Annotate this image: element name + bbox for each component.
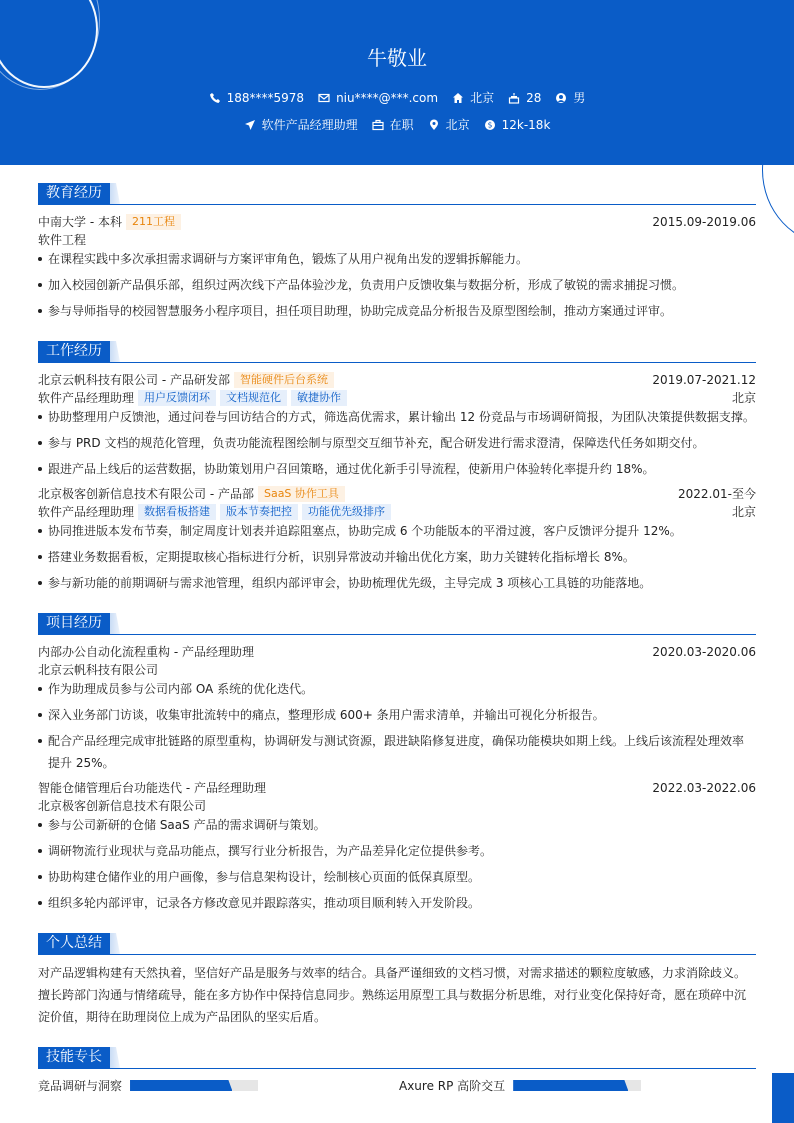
list-item: 协助整理用户反馈池，通过问卷与回访结合的方式，筛选高优需求，累计输出 12 份竞品与市场调研简报，为团队决策提供数据支撑。 xyxy=(38,407,756,428)
resume-header xyxy=(0,0,794,165)
list-item: 配合产品经理完成审批链路的原型重构，协调研发与测试资源，跟进缺陷修复进度，确保功能模块如期上线。上线后该流程处理效率 xyxy=(38,731,756,752)
work-entry-header xyxy=(38,485,756,503)
project-company: 北京极客创新信息技术有限公司 xyxy=(38,799,207,813)
project-title: 智能仓储管理后台功能迭代 - 产品经理助理 xyxy=(38,781,266,795)
phone-text: 188****5978 xyxy=(226,90,305,105)
skill-level-bar xyxy=(513,1080,641,1091)
skill-tag: 数据看板搭建 xyxy=(138,504,216,520)
skill-name: 竞品调研与洞察 xyxy=(38,1079,123,1093)
phone-icon xyxy=(209,92,221,104)
project-entry-header xyxy=(38,779,756,797)
skill-tag: 用户反馈闭环 xyxy=(138,390,216,406)
age-text: 28 xyxy=(526,90,542,105)
list-item: 调研物流行业现状与竞品功能点，撰写行业分析报告，为产品差异化定位提供参考。 xyxy=(38,841,756,862)
skill-name: Axure RP 高阶交互 xyxy=(399,1079,506,1093)
phone-info xyxy=(209,89,304,106)
list-item: 搭建业务数据看板，定期提取核心指标进行分析，识别异常波动并输出优化方案，助力关键转化指标增长 8%。 xyxy=(38,547,756,568)
section-header xyxy=(38,341,756,363)
cake-icon xyxy=(508,92,520,104)
email-info xyxy=(318,89,438,106)
salary-info xyxy=(484,116,551,133)
company-line: 北京云帆科技有限公司 - 产品研发部 xyxy=(38,373,230,387)
project-entry-header xyxy=(38,643,756,661)
skill-tag: 版本节奏把控 xyxy=(220,504,298,520)
project-tag: 智能硬件后台系统 xyxy=(234,372,334,388)
email-text: niu****@***.com xyxy=(336,90,439,105)
work-entry-header xyxy=(38,371,756,389)
summary-line: 淀价值，期待在助理岗位上成为产品团队的坚实后盾。 xyxy=(38,1010,327,1024)
work-city: 北京 xyxy=(731,505,756,519)
list-item: 参与新功能的前期调研与需求池管理，组织内部评审会，协助梳理优先级，主导完成 3 项核心工具链的功能落地。 xyxy=(38,573,756,594)
skill-tag: 敏捷协作 xyxy=(291,390,347,406)
school-line: 中南大学 - 本科 xyxy=(38,215,122,229)
work-date: 2019.07-2021.12 xyxy=(652,373,756,387)
list-item: 深入业务部门访谈，收集审批流转中的痛点，整理形成 600+ 条用户需求清单，并输出可视化分析报告。 xyxy=(38,705,756,726)
company-line: 北京极客创新信息技术有限公司 - 产品部 xyxy=(38,487,254,501)
mail-icon xyxy=(318,92,330,104)
summary-line: 对产品逻辑构建有天然执着，坚信好产品是服务与效率的结合。具备严谨细致的文档习惯，对需求描述的颗粒度敏感，力求消除歧义。 xyxy=(38,966,747,980)
projects-section xyxy=(38,613,756,918)
section-title: 教育经历 xyxy=(38,183,110,204)
role: 软件产品经理助理 xyxy=(38,505,135,519)
list-item: 组织多轮内部评审，记录各方修改意见并跟踪落实，推动项目顺利转入开发阶段。 xyxy=(38,893,756,914)
city-info xyxy=(428,116,470,133)
hometown-text: 北京 xyxy=(470,91,495,105)
gender-text: 男 xyxy=(573,91,586,105)
work-role-row xyxy=(38,389,756,407)
work-section xyxy=(38,341,756,601)
list-item: 作为助理成员参与公司内部 OA 系统的优化迭代。 xyxy=(38,679,756,700)
skills-section xyxy=(38,1047,756,1107)
section-title: 技能专长 xyxy=(38,1047,110,1068)
section-title-tail xyxy=(110,183,120,204)
skill-tag: 文档规范化 xyxy=(220,390,287,406)
major: 软件工程 xyxy=(38,233,87,247)
project-date: 2022.03-2022.06 xyxy=(652,781,756,795)
summary-section xyxy=(38,933,756,1033)
decorative-arc xyxy=(755,165,794,245)
list-item: 加入校园创新产品俱乐部，组织过两次线下产品体验沙龙，负责用户反馈收集与数据分析，形成了敏锐的需求捕捉习惯。 xyxy=(38,275,756,296)
svg-text:$: $ xyxy=(487,120,493,130)
list-item: 跟进产品上线后的运营数据，协助策划用户召回策略，通过优化新手引导流程，使新用户体验转化率提升约 18%。 xyxy=(38,459,756,480)
age-info xyxy=(508,89,541,106)
section-title-tail xyxy=(110,613,120,634)
section-header xyxy=(38,933,756,955)
list-item: 协助构建仓储作业的用户画像，参与信息架构设计，绘制核心页面的低保真原型。 xyxy=(38,867,756,888)
work-role-row xyxy=(38,503,756,521)
section-title: 工作经历 xyxy=(38,341,110,362)
list-item: 在课程实践中多次承担需求调研与方案评审角色，锻炼了从用户视角出发的逻辑拆解能力。 xyxy=(38,249,756,270)
candidate-name: 牛敬业 xyxy=(367,46,427,70)
skill-item xyxy=(38,1077,258,1094)
position-info xyxy=(244,116,358,133)
project-tag: SaaS 协作工具 xyxy=(258,486,345,502)
decorative-corner-block xyxy=(772,1073,794,1123)
project-company: 北京云帆科技有限公司 xyxy=(38,663,159,677)
position-text: 软件产品经理助理 xyxy=(261,118,358,132)
contact-row xyxy=(0,89,794,106)
status-text: 在职 xyxy=(389,118,414,132)
work-city: 北京 xyxy=(731,391,756,405)
city-text: 北京 xyxy=(445,118,470,132)
list-item: 参与导师指导的校园智慧服务小程序项目，担任项目助理，协助完成竞品分析报告及原型图绘制，推动方案通过评审。 xyxy=(38,301,756,322)
role: 软件产品经理助理 xyxy=(38,391,135,405)
money-icon xyxy=(484,119,496,131)
education-entry-header xyxy=(38,213,756,231)
section-title: 项目经历 xyxy=(38,613,110,634)
list-item: 参与公司新研的仓储 SaaS 产品的需求调研与策划。 xyxy=(38,815,756,836)
project-title: 内部办公自动化流程重构 - 产品经理助理 xyxy=(38,645,254,659)
education-section xyxy=(38,183,756,328)
gender-info xyxy=(555,89,585,106)
job-intent-row xyxy=(0,116,794,133)
list-item: 参与 PRD 文档的规范化管理，负责功能流程图绘制与原型交互细节补充，配合研发进行需求澄清，保障迭代任务如期交付。 xyxy=(38,433,756,454)
briefcase-icon xyxy=(372,119,384,131)
section-title-tail xyxy=(110,933,120,954)
list-item-continuation: 提升 25%。 xyxy=(48,756,115,770)
skill-item xyxy=(399,1077,641,1094)
skill-level-fill xyxy=(130,1080,232,1091)
location-pin-icon xyxy=(428,119,440,131)
school-tag: 211工程 xyxy=(126,214,181,230)
skill-level-bar xyxy=(130,1080,258,1091)
work-date: 2022.01-至今 xyxy=(678,487,756,501)
home-icon xyxy=(452,92,464,104)
section-title-tail xyxy=(110,1047,120,1068)
summary-line: 擅长跨部门沟通与情绪疏导，能在多方协作中保持信息同步。熟练运用原型工具与数据分析思维，对行业变化保持好奇，愿在琐碎中沉 xyxy=(38,988,747,1002)
status-info xyxy=(372,116,414,133)
hometown-info xyxy=(452,89,494,106)
skill-level-fill xyxy=(513,1080,628,1091)
gender-icon xyxy=(555,92,567,104)
section-title-tail xyxy=(110,341,120,362)
project-date: 2020.03-2020.06 xyxy=(652,645,756,659)
list-item: 协同推进版本发布节奏，制定周度计划表并追踪阻塞点，协助完成 6 个功能版本的平滑过渡，客户反馈评分提升 12%。 xyxy=(38,521,756,542)
education-date: 2015.09-2019.06 xyxy=(652,215,756,229)
salary-text: 12k-18k xyxy=(501,117,551,132)
section-header xyxy=(38,613,756,635)
section-header xyxy=(38,183,756,205)
skill-tag: 功能优先级排序 xyxy=(302,504,391,520)
send-icon xyxy=(244,119,256,131)
section-header xyxy=(38,1047,756,1069)
section-title: 个人总结 xyxy=(38,933,110,954)
